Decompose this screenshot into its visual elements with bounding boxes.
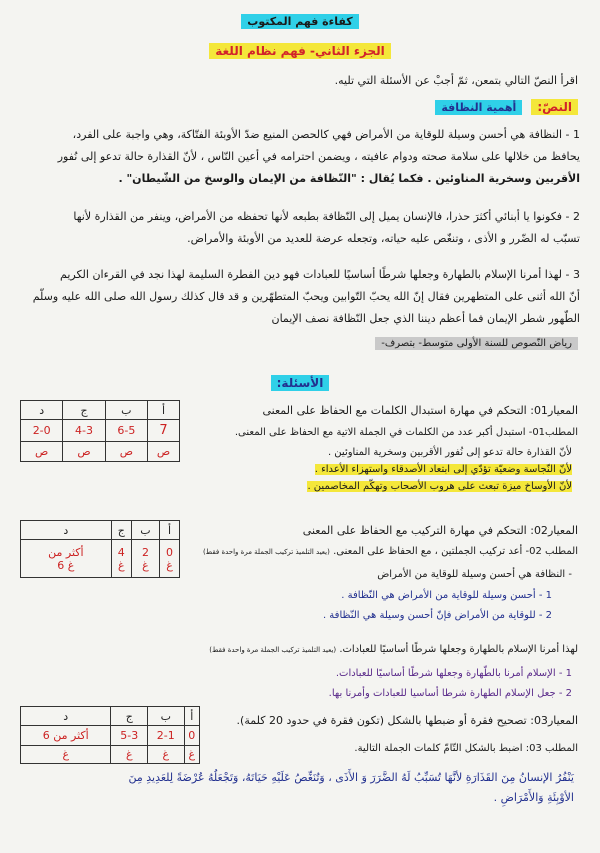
text-label: النصّ:	[531, 99, 578, 115]
score-cell: أكثر من 6	[21, 726, 111, 746]
score-header: ب	[131, 521, 159, 540]
c2-sentence-1: - النظافة هي أحسن وسيلة للوقاية من الأمراض	[377, 569, 572, 580]
answer-model-2-text: لأنّ الأوساخ ميزة تبعث على هروب الأصحاب وتهكّم المخاصمين .	[307, 481, 572, 492]
score-header: أ	[148, 401, 180, 420]
score-header: أ	[184, 707, 199, 726]
criterion-3: المعيار03: تصحيح فقرة أو ضبطها بالشكل (تكون فقرة في حدود 20 كلمة).	[236, 714, 578, 727]
task-1: المطلب01- استبدل أكبر عدد من الكلمات في الجملة الاتية مع الحفاظ على المعنى.	[234, 427, 578, 438]
score-cell: 0	[184, 726, 199, 746]
text-heading	[435, 96, 578, 115]
c2-sentence-2-row	[150, 644, 578, 655]
score-header: ج	[111, 707, 148, 726]
competency-title: كفاءة فهم المكتوب	[241, 14, 358, 29]
part-title: الجزء الثاني- فهم نظام اللغة	[209, 43, 390, 59]
score-header: ب	[148, 707, 185, 726]
instruction: اقرأ النصّ التالي بتمعن، ثمّ أجبْ عن الأسئلة التي تليه.	[334, 74, 578, 87]
paragraph-line: تسبّب له الضّرر و الأذى ، وتنغّص عليه حياته، وتجعله عرضة للعديد من الأوبئة والأمراض.	[187, 232, 580, 245]
score-cell-line: غ	[142, 558, 149, 572]
score-header: د	[21, 707, 111, 726]
c3-answer-line: الأوْبِئَةِ وَالأَمْرَاضِ .	[493, 791, 574, 804]
score-cell: ص	[148, 442, 180, 462]
task-2-note: (يعيد التلميذ تركيب الجملة مرة واحدة فقط)	[202, 548, 330, 556]
paragraph-2	[14, 206, 580, 250]
score-header: أ	[160, 521, 180, 540]
answer-model-1	[200, 461, 572, 478]
answer-model-2	[200, 478, 572, 495]
questions-label: الأسئلة:	[271, 375, 330, 391]
score-cell-line: غ	[166, 558, 173, 572]
score-cell	[131, 540, 159, 578]
criterion-2: المعيار02: التحكم في مهارة التركيب مع الحفاظ على المعنى	[302, 524, 578, 537]
criterion-1: المعيار01: التحكم في مهارة استبدال الكلمات مع الحفاظ على المعنى	[262, 404, 578, 417]
c2-score-table	[20, 520, 180, 578]
c3-answer	[14, 768, 574, 808]
score-cell: غ	[111, 746, 148, 764]
task-2-row	[200, 546, 578, 557]
score-cell: ص	[21, 442, 63, 462]
task-3: المطلب 03: اضبط بالشكل التّامّ كلمات الجملة التالية.	[354, 743, 578, 754]
c1-answers	[200, 444, 572, 495]
paragraph-line: الأقربين وسخرية المناوئين . فكما يُقال : "النّظافة من الإيمان والوسخ من الشّيطان" .	[118, 172, 580, 185]
task-2: المطلب 02- أعد تركيب الجملتين ، مع الحفاظ على المعنى.	[333, 546, 578, 557]
header	[0, 10, 600, 29]
score-cell	[21, 540, 112, 578]
score-cell: غ	[148, 746, 185, 764]
c2-s2-answer: 1 - الإسلام أمرنا بالطّهارة وجعلها شرطًا أساسيًا للعبادات.	[335, 668, 572, 679]
score-cell: 2-0	[21, 420, 63, 442]
c2-s1-answer: 2 - للوقاية من الأمراض فإنّ أحسن وسيلة هي النّظافة .	[322, 610, 552, 621]
part-title-wrap	[0, 40, 600, 59]
score-cell: غ	[21, 746, 111, 764]
paragraph-line: 3 - لهذا أمرنا الإسلام بالطهارة وجعلها شرطًا أساسيًا للعبادات فهو دين الفطرة السليمة لهذا نجد في القرءان الكريم	[60, 268, 580, 281]
score-cell-line: 6 غ	[57, 558, 75, 572]
score-cell-line: 4	[117, 545, 125, 559]
score-cell: 6-5	[105, 420, 147, 442]
c2-s1-answer: 1 - أحسن وسيلة للوقاية من الأمراض هي النّظافة .	[341, 590, 552, 601]
c3-score-table	[20, 706, 200, 764]
source-line: رياض النّصوص للسنة الأولى متوسط- بتصرف-	[375, 337, 578, 350]
answer-original: لأنّ القذارة حالة تدعو إلى نُفور الأقربين وسخرية المناوئين .	[327, 447, 572, 458]
score-cell-line: غ	[117, 558, 125, 572]
c2-sentence-2-note: (يعيد التلميذ تركيب الجملة مرة واحدة فقط)	[209, 646, 337, 654]
score-cell-line: 2	[141, 545, 149, 559]
c2-sentence-2: لهذا أمرنا الإسلام بالطهارة وجعلها شرطًا أساسيًا للعبادات.	[339, 644, 578, 655]
c2-s1-answers	[160, 586, 552, 626]
score-header: د	[21, 401, 63, 420]
paragraph-1	[14, 124, 580, 190]
score-header: ب	[105, 401, 147, 420]
score-cell	[160, 540, 180, 578]
text-title: أهمية النظافة	[435, 100, 522, 115]
paragraph-line: 1 - النظافة هي أحسن وسيلة للوقاية من الأمراض فهي كالحصن المنيع ضدّ الأوبئة الفتّاكة، وهي واجبة على الفرد،	[72, 128, 580, 141]
score-cell: 4-3	[63, 420, 105, 442]
score-cell: غ	[184, 746, 199, 764]
score-cell: 7	[148, 420, 180, 442]
score-cell: 2-1	[148, 726, 185, 746]
score-cell: 5-3	[111, 726, 148, 746]
score-header: د	[21, 521, 112, 540]
answer-model-1-text: لأنّ النّجاسة وضعيّة تؤدّي إلى ابتعاد الأصدقاء واستهزاء الأعداء .	[314, 464, 572, 475]
paragraph-3	[14, 264, 580, 330]
score-cell: ص	[105, 442, 147, 462]
questions-heading	[0, 372, 600, 391]
c3-answer-line: يَنْفُرُ الإنسانُ مِنَ القَذَارَةِ لأنَّهَا تُسَبِّبُ لَهُ الضَّرَرَ وَ الأَذَى ، وَتُنَغِّصُ عَلَيْهِ حَيَاتَهُ، وَتَجْعَلُهُ عُرْضَةً لِلعَدِيدِ مِنَ	[128, 771, 574, 784]
c2-s2-answer: 2 - جعل الإسلام الطهارة شرطا أساسيا للعبادات وأمرنا بها.	[328, 688, 572, 699]
score-header: ج	[111, 521, 131, 540]
score-cell: ص	[63, 442, 105, 462]
paragraph-line: 2 - فكونوا يا أبنائي أكثرَ حذرا، فالإنسان يميل إلى النّظافة بطبعه لأنها تحفظه من الأمراض، وينفر من القذارة لأنها	[73, 210, 580, 223]
paragraph-line: يحافظ من خلالها على سلامة صحته ودوام عافيته ، ويضمن احترامه في أعين النّاس ، لأنّ القذارة حالة تدعو إلى نُفور	[57, 150, 580, 163]
score-cell	[111, 540, 131, 578]
c2-s2-answers	[180, 664, 572, 704]
source-wrap	[375, 331, 578, 350]
score-cell-line: 0	[166, 545, 174, 559]
score-cell-line: أكثر من	[48, 545, 84, 559]
paragraph-line: الطّهور شطر الإيمان فما أعظم ديننا الذي جعل النّظافة نصف الإيمان	[271, 312, 580, 325]
c1-score-table	[20, 400, 180, 462]
paragraph-line: أنّ الله أثنى على المتطهرين فقال إنّ الله يحبّ التّوابين ويحبّ المتطهّرين و قد قال كذلك رسول الله صلى الله عليه وسلّم	[32, 290, 580, 303]
score-header: ج	[63, 401, 105, 420]
